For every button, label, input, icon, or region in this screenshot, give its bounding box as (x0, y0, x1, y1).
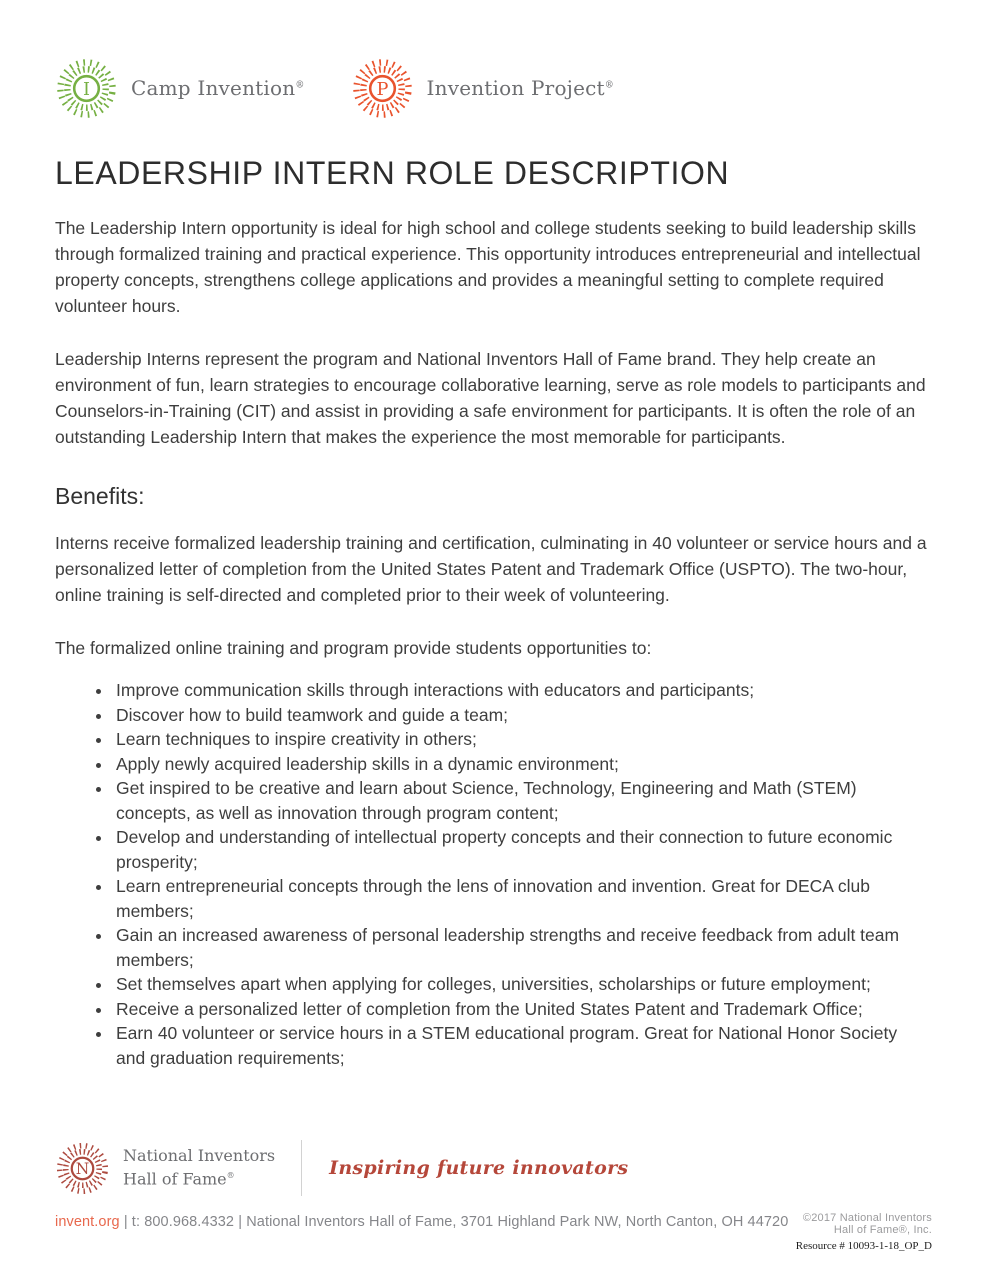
header-logo-row (55, 55, 930, 121)
bullet-item: • Gain an increased awareness of personal leadership strengths and receive feedback from adult team members; (113, 923, 930, 972)
benefits-bullet-list (55, 678, 930, 1070)
bullet-item: • Improve communication skills through interactions with educators and participants; (113, 678, 930, 703)
benefits-heading: Benefits: (55, 483, 145, 509)
footer-brand-row (55, 1138, 932, 1198)
bullet-item: • Learn entrepreneurial concepts through the lens of innovation and invention. Great for DECA club members; (113, 874, 930, 923)
footer-contact-rest: | t: 800.968.4332 | National Inventors Hall of Fame, 3701 Highland Park NW, North Canton, OH 44720 (119, 1214, 789, 1230)
bullet-item: • Receive a personalized letter of completion from the United States Patent and Trademark Office; (113, 997, 930, 1022)
copyright-text: ©2017 National Inventors Hall of Fame®, Inc. (802, 1212, 932, 1236)
bullet-item: • Set themselves apart when applying for colleges, universities, scholarships or future employment; (113, 972, 930, 997)
bullet-item: • Learn techniques to inspire creativity in others; (113, 727, 930, 752)
bullet-item: • Earn 40 volunteer or service hours in a STEM educational program. Great for National Honor Society and graduation requirements; (113, 1021, 930, 1070)
camp-invention-letter: I (83, 79, 90, 100)
paragraph-opportunity: The Leadership Intern opportunity is ideal for high school and college students seeking to build leadership skills through formalized training and practical experience. This opportunity introduces entrepreneurial and intellectual property concepts, strengthens college applications and provides a meaningful setting to complete required volunteer hours. (55, 218, 921, 316)
paragraph-represent: Leadership Interns represent the program and National Inventors Hall of Fame brand. They help create an environment of fun, learn strategies to encourage collaborative learning, serve as role models to participants and Counselors-in-Training (CIT) and assist in providing a safe environment for participants. It is often the role of an outstanding Leadership Intern that makes the experience the most memorable for participants. (55, 349, 926, 447)
nihf-letter: N (75, 1159, 90, 1178)
paragraph-benefits: Interns receive formalized leadership training and certification, culminating in 40 volunteer or service hours and a personalized letter of completion from the United States Patent and Trademark Office (USPTO). The two-hour, online training is self-directed and completed prior to their week of volunteering. (55, 533, 927, 605)
page-footer (55, 1138, 932, 1252)
camp-invention-label: Camp Invention® (131, 76, 305, 100)
resource-number: Resource # 10093-1-18_OP_D (795, 1240, 932, 1252)
website-link[interactable]: invent.org (55, 1214, 120, 1230)
nihf-sunburst-icon (55, 1141, 110, 1196)
footer-contact-row (55, 1214, 932, 1252)
invention-project-label: Invention Project® (426, 76, 614, 100)
footer-divider (301, 1140, 302, 1196)
registered-mark: ® (604, 80, 614, 91)
footer-legal (788, 1212, 932, 1252)
footer-tagline: Inspiring future innovators (329, 1157, 629, 1179)
invention-project-letter: P (376, 79, 388, 100)
nihf-org-name-line2: Hall of Fame® (123, 1169, 235, 1189)
invention-project-sunburst-icon (351, 57, 414, 120)
bullet-item: • Discover how to build teamwork and guide a team; (113, 703, 930, 728)
camp-invention-logo (55, 57, 305, 120)
registered-mark: ® (295, 80, 305, 91)
nihf-org-name (123, 1146, 275, 1189)
registered-mark: ® (226, 1171, 235, 1181)
paragraph-opportunities-intro: The formalized online training and program provide students opportunities to: (55, 638, 652, 658)
footer-contact-line (55, 1214, 788, 1230)
nihf-org-name-line1: National Inventors (123, 1146, 276, 1166)
invention-project-logo (351, 57, 614, 120)
page-title: LEADERSHIP INTERN ROLE DESCRIPTION (55, 155, 730, 191)
bullet-item: • Develop and understanding of intellectual property concepts and their connection to future economic prosperity; (113, 825, 930, 874)
camp-invention-sunburst-icon (55, 57, 118, 120)
bullet-item: • Get inspired to be creative and learn about Science, Technology, Engineering and Math (STEM) concepts, as well as innovation through program content; (113, 776, 930, 825)
bullet-item: • Apply newly acquired leadership skills in a dynamic environment; (113, 752, 930, 777)
